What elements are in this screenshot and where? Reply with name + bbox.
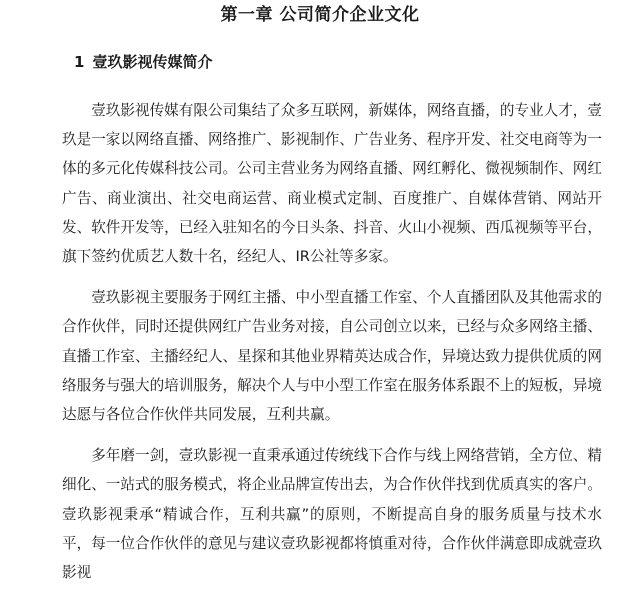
section-title: 壹玖影视传媒简介 — [92, 53, 213, 71]
paragraph-philosophy: 多年磨一剑，壹玖影视一直秉承通过传统线下合作与线上网络营销，全方位、精细化、一站式的服务模式，将企业品牌宣传出去，为合作伙伴找到优质真实的客户。壹玖影视秉承“精诚合作，互利共赢”的原则，不断提高自身的服务质量与技术水平，每一位合作伙伴的意见与建议壹玖影视都将慎重对待，合作伙伴满意即成就壹玖影视 — [62, 447, 602, 582]
section-number: 1 — [74, 53, 85, 71]
body-text — [62, 96, 602, 599]
chapter-title: 第一章 公司简介企业文化 — [220, 5, 420, 25]
section-heading — [74, 52, 212, 72]
paragraph-services: 壹玖影视主要服务于网红主播、中小型直播工作室、个人直播团队及其他需求的合作伙伴，同时还提供网红广告业务对接，自公司创立以来，已经与众多网络主播、直播工作室、主播经纪人、星探和其他业界精英达成合作，异境达致力提供优质的网络服务与强大的培训服务，解决个人与中小型工作室在服务体系跟不上的短板，异境达愿与各位合作伙伴共同发展，互利共赢。 — [62, 289, 602, 424]
paragraph-company-intro: 壹玖影视传媒有限公司集结了众多互联网，新媒体，网络直播，的专业人才，壹玖是一家以网络直播、网络推广、影视制作、广告业务、程序开发、社交电商等为一体的多元化传媒科技公司。公司主营业务为网络直播、网红孵化、微视频制作、网红广告、商业演出、社交电商运营、商业模式定制、百度推广、自媒体营销、网站开发、软件开发等，已经入驻知名的今日头条、抖音、火山小视频、西瓜视频等平台，旗下签约优质艺人数十名，经纪人、IR公社等多家。 — [62, 102, 602, 266]
